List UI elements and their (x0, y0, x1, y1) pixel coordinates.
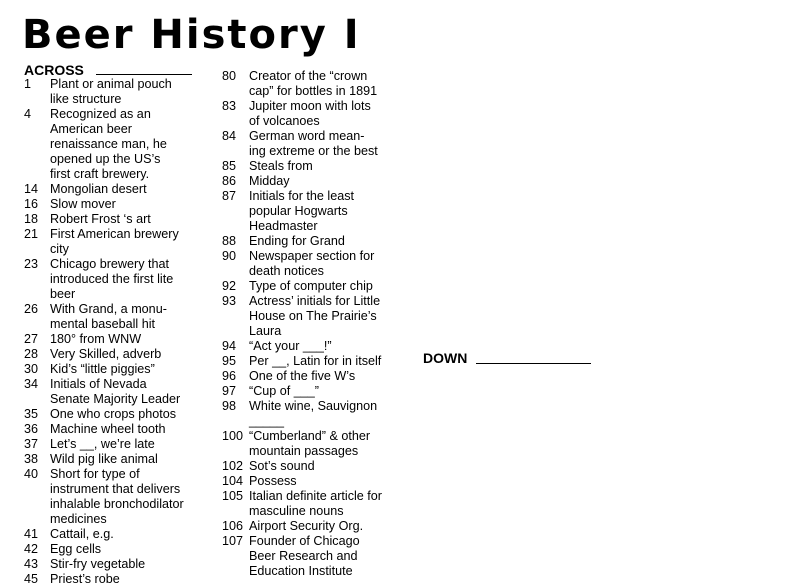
clue-text: Initials for the least popular Hogwarts Headmaster (249, 189, 354, 233)
clue-text: Chicago brewery that introduced the first lite beer (50, 257, 174, 301)
clue-number: 37 (24, 437, 39, 451)
clue-text: Short for type of instrument that delivers inhalable bronchodilator medicines (50, 467, 184, 526)
clue-number: 40 (24, 467, 39, 481)
clue (24, 227, 220, 257)
clue (222, 99, 424, 129)
clue-text: “Cumberland” & other mountain passages (249, 429, 371, 458)
clue (24, 302, 220, 332)
clue-text: Creator of the “crown cap” for bottles in 1891 (249, 69, 378, 98)
across-heading-rule (96, 74, 192, 75)
clue-number: 107 (222, 534, 244, 548)
clue (24, 467, 220, 527)
clue-number: 83 (222, 99, 237, 113)
clue-text: Ending for Grand (249, 234, 345, 248)
clue-text: Priest’s robe (50, 572, 120, 586)
clue-text: One of the five W’s (249, 369, 356, 383)
clue (222, 519, 424, 534)
clue (24, 182, 220, 197)
clue-text: Sot’s sound (249, 459, 315, 473)
clue (24, 377, 220, 407)
clue-text: Wild pig like animal (50, 452, 158, 466)
clue-number: 38 (24, 452, 39, 466)
clue (222, 474, 424, 489)
clue (24, 527, 220, 542)
clue-number: 80 (222, 69, 237, 83)
clue-text: Italian definite article for masculine nouns (249, 489, 383, 518)
clue (24, 347, 220, 362)
clue-text: Machine wheel tooth (50, 422, 166, 436)
clue-number: 100 (222, 429, 244, 443)
clue-number: 96 (222, 369, 237, 383)
clue-text: Initials of Nevada Senate Majority Leader (50, 377, 181, 406)
clue-number: 43 (24, 557, 39, 571)
clue-number: 98 (222, 399, 237, 413)
clue-number: 27 (24, 332, 39, 346)
clue (222, 429, 424, 459)
clue-text: One who crops photos (50, 407, 177, 421)
clue-text: Slow mover (50, 197, 116, 211)
clue-text: With Grand, a monu- mental baseball hit (50, 302, 167, 331)
clue (222, 129, 424, 159)
clue-number: 30 (24, 362, 39, 376)
clue-text: Jupiter moon with lots of volcanoes (249, 99, 371, 128)
clue-text: Egg cells (50, 542, 102, 556)
clue (222, 189, 424, 234)
clue (24, 77, 220, 107)
clue-number: 16 (24, 197, 39, 211)
clue-number: 94 (222, 339, 237, 353)
clue-text: Very Skilled, adverb (50, 347, 162, 361)
clue-text: Cattail, e.g. (50, 527, 114, 541)
clue-text: Actress’ initials for Little House on The Prairie’s Laura (249, 294, 381, 338)
clue (24, 572, 220, 587)
clue-text: Per __, Latin for in itself (249, 354, 382, 368)
clue-number: 97 (222, 384, 237, 398)
clue-number: 84 (222, 129, 237, 143)
clue (222, 489, 424, 519)
clue-number: 104 (222, 474, 244, 488)
clue-number: 92 (222, 279, 237, 293)
clue-text: Possess (249, 474, 297, 488)
clue-number: 26 (24, 302, 39, 316)
clue-number: 106 (222, 519, 244, 533)
clue-text: German word mean- ing extreme or the best (249, 129, 378, 158)
clue-text: Stir-fry vegetable (50, 557, 146, 571)
clue (24, 197, 220, 212)
clue-number: 18 (24, 212, 39, 226)
clue-number: 4 (24, 107, 32, 121)
clue (222, 159, 424, 174)
clue-number: 23 (24, 257, 39, 271)
clue-text: Robert Frost ‘s art (50, 212, 151, 226)
clue (24, 557, 220, 572)
clue (24, 212, 220, 227)
clue-number: 28 (24, 347, 39, 361)
clue-number: 105 (222, 489, 244, 503)
clue-number: 1 (24, 77, 32, 91)
clue-text: Founder of Chicago Beer Research and Education Institute (249, 534, 360, 578)
clue (222, 399, 424, 429)
clue-text: Newspaper section for death notices (249, 249, 375, 278)
clue-number: 90 (222, 249, 237, 263)
clue-text: Type of computer chip (249, 279, 373, 293)
clue (222, 339, 424, 354)
clue-number: 93 (222, 294, 237, 308)
clue-number: 21 (24, 227, 39, 241)
clue (222, 174, 424, 189)
clue-number: 85 (222, 159, 237, 173)
clue (222, 384, 424, 399)
clue-number: 14 (24, 182, 39, 196)
clue (222, 279, 424, 294)
clue-number: 102 (222, 459, 244, 473)
clue-text: 180° from WNW (50, 332, 142, 346)
clue-number: 88 (222, 234, 237, 248)
clue (222, 234, 424, 249)
clue (222, 69, 424, 99)
clue-text: White wine, Sauvignon _____ (249, 399, 378, 428)
clue-text: First American brewery city (50, 227, 179, 256)
clue-number: 42 (24, 542, 39, 556)
clue (222, 354, 424, 369)
puzzle-title: Beer History I (22, 12, 361, 58)
clue-text: Plant or animal pouch like structure (50, 77, 172, 106)
down-heading-rule (476, 363, 591, 364)
clue (24, 362, 220, 377)
clue (24, 407, 220, 422)
clue-number: 34 (24, 377, 39, 391)
clue-text: Steals from (249, 159, 313, 173)
clue-number: 87 (222, 189, 237, 203)
clue-number: 36 (24, 422, 39, 436)
clue-number: 35 (24, 407, 39, 421)
clue-text: Recognized as an American beer renaissance man, he opened up the US’s first craft brewery. (50, 107, 167, 181)
clue-text: Mongolian desert (50, 182, 147, 196)
clue (24, 332, 220, 347)
clue (222, 249, 424, 279)
clue-number: 86 (222, 174, 237, 188)
clue-text: Airport Security Org. (249, 519, 364, 533)
clue (222, 369, 424, 384)
clue (24, 107, 220, 182)
clue-number: 95 (222, 354, 237, 368)
clue (24, 437, 220, 452)
clue-text: Let’s __, we’re late (50, 437, 155, 451)
clue-text: “Cup of ___” (249, 384, 320, 398)
clue-number: 45 (24, 572, 39, 586)
across-heading: ACROSS (24, 62, 84, 78)
clue-text: Midday (249, 174, 290, 188)
clue (222, 534, 424, 579)
down-heading: DOWN (423, 350, 468, 366)
clue (222, 294, 424, 339)
clue (24, 542, 220, 557)
clue-text: “Act your ___!” (249, 339, 332, 353)
clue (222, 459, 424, 474)
clue-number: 41 (24, 527, 39, 541)
clue (24, 452, 220, 467)
clue-text: Kid’s “little piggies” (50, 362, 155, 376)
clue (24, 257, 220, 302)
clue (24, 422, 220, 437)
